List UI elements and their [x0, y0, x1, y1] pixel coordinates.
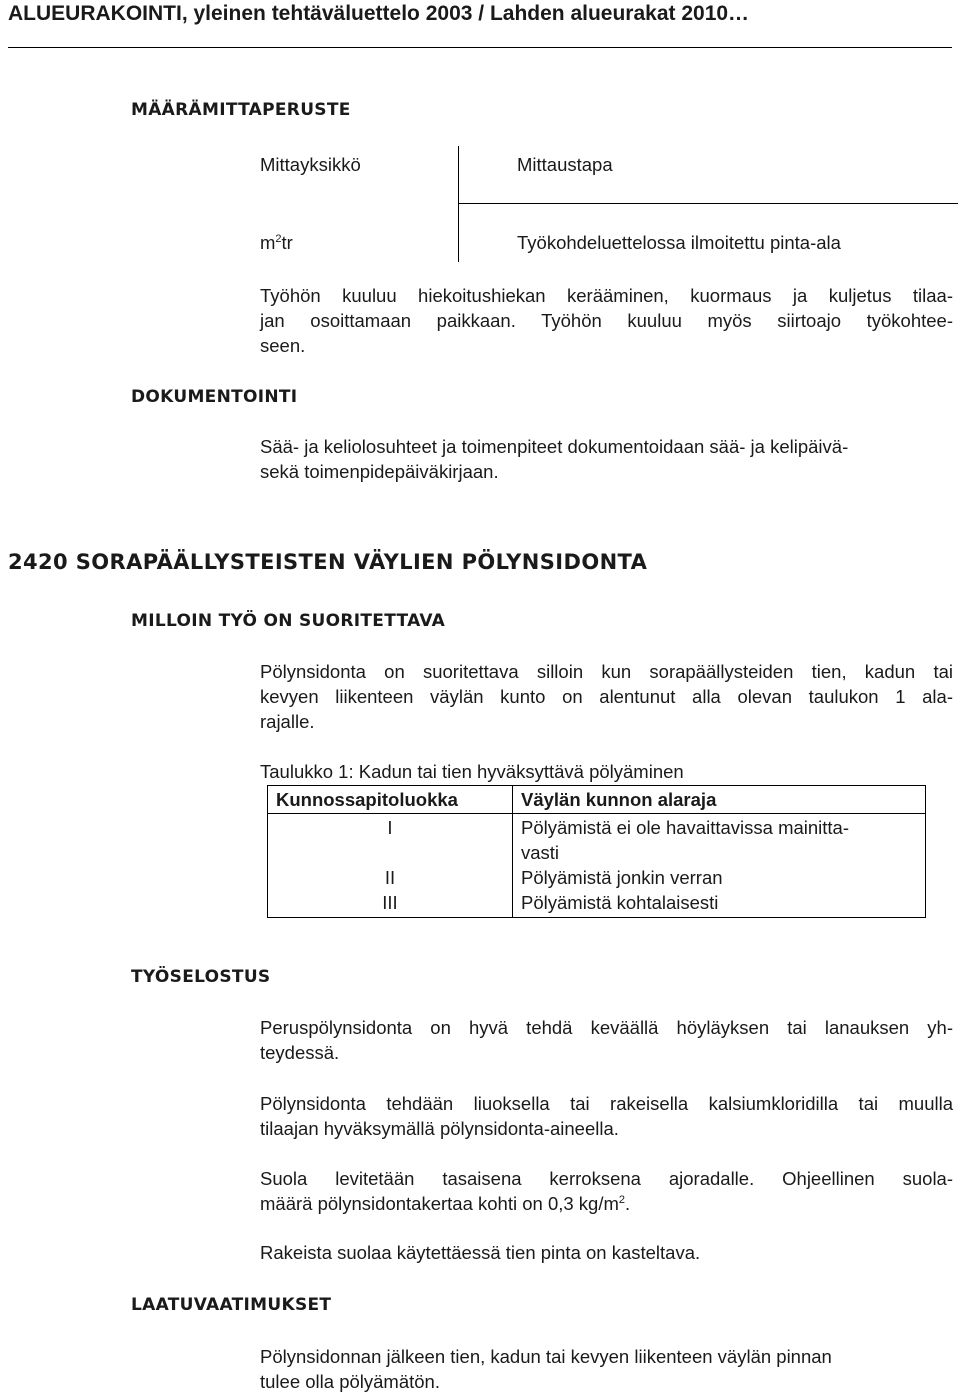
unit-value: $m^2tr$: [260, 232, 293, 253]
documentation-line: Sää- ja keliolosuhteet ja toimenpiteet dokumentoidaan sää- ja kelipäivä-: [260, 436, 849, 457]
table-header-limit: Väylän kunnon alaraja: [513, 786, 926, 814]
work-heading: TYÖSELOSTUS: [131, 967, 271, 987]
work-line: Peruspölynsidonta on hyvä tehdä keväällä höyläyksen tai lanauksen yh-: [260, 1017, 953, 1038]
documentation-heading: DOKUMENTOINTI: [131, 387, 298, 407]
when-line: rajalle.: [260, 711, 315, 732]
unit-column-header: Mittayksikkö: [260, 154, 361, 175]
quality-heading: LAATUVAATIMUKSET: [131, 1295, 332, 1315]
work-line: Suola levitetään tasaisena kerroksena ajoradalle. Ohjeellinen suola-: [260, 1168, 953, 1189]
measurement-note: [260, 283, 953, 358]
work-line: tilaajan hyväksymällä pölynsidonta-aineella.: [260, 1118, 619, 1139]
table-header-class: Kunnossapitoluokka: [268, 786, 513, 814]
when-heading: MILLOIN TYÖ ON SUORITETTAVA: [131, 611, 446, 631]
method-column-header: Mittaustapa: [517, 154, 613, 175]
when-text: [260, 659, 953, 734]
when-line: kevyen liikenteen väylän kunto on alentunut alla olevan taulukon 1 ala-: [260, 686, 953, 707]
work-paragraph-3: [260, 1166, 953, 1216]
section-title: 2420 SORAPÄÄLLYSTEISTEN VÄYLIEN PÖLYNSIDONTA: [8, 550, 648, 574]
work-paragraph-4: Rakeista suolaa käytettäessä tien pinta on kasteltava.: [260, 1242, 701, 1263]
table-cell-class: III: [268, 890, 513, 918]
quality-line: Pölynsidonnan jälkeen tien, kadun tai kevyen liikenteen väylän pinnan: [260, 1346, 832, 1367]
work-line: Pölynsidonta tehdään liuoksella tai rakeisella kalsiumkloridilla tai muulla: [260, 1093, 953, 1114]
measurement-table-horizontal-rule: [458, 203, 958, 204]
measurement-heading: MÄÄRÄMITTAPERUSTE: [131, 100, 351, 120]
page-header-title: ALUEURAKOINTI, yleinen tehtäväluettelo 2003 / Lahden alueurakat 2010…: [8, 2, 750, 25]
table-cell-class: I: [268, 814, 513, 866]
table-row: [268, 865, 926, 890]
table-cell-desc: Pölyämistä kohtalaisesti: [513, 890, 926, 918]
table-cell-desc-line: vasti: [521, 842, 560, 863]
header-rule: [8, 47, 952, 48]
work-line: määrä pölynsidontakertaa kohti on 0,3 $kg/m^2$.: [260, 1193, 631, 1214]
table-cell-class: II: [268, 865, 513, 890]
dust-table: [267, 785, 926, 918]
table-row: [268, 890, 926, 918]
measurement-table-vertical-rule: [458, 146, 459, 262]
quality-line: tulee olla pölyämätön.: [260, 1371, 440, 1392]
measurement-note-line: Työhön kuuluu hiekoitushiekan kerääminen, kuormaus ja kuljetus tilaa-: [260, 285, 953, 306]
when-line: Pölynsidonta on suoritettava silloin kun sorapäällysteiden tien, kadun tai: [260, 661, 953, 682]
table-caption: Taulukko 1: Kadun tai tien hyväksyttävä pölyäminen: [260, 761, 684, 782]
work-line: teydessä.: [260, 1042, 340, 1063]
documentation-text: [260, 434, 848, 484]
documentation-line: sekä toimenpidepäiväkirjaan.: [260, 461, 499, 482]
measurement-note-line: seen.: [260, 335, 306, 356]
table-header-row: [268, 786, 926, 814]
work-paragraph-2: [260, 1091, 953, 1141]
measurement-note-line: jan osoittamaan paikkaan. Työhön kuuluu myös siirtoajo työkohtee-: [260, 310, 953, 331]
quality-text: [260, 1344, 832, 1394]
work-paragraph-1: [260, 1015, 953, 1065]
table-row: [268, 814, 926, 866]
table-cell-desc: Pölyämistä jonkin verran: [513, 865, 926, 890]
table-cell-desc-line: Pölyämistä ei ole havaittavissa mainitta-: [521, 817, 850, 838]
dust-table-wrapper: [267, 785, 926, 918]
table-cell-desc: [513, 814, 926, 866]
method-value: Työkohdeluettelossa ilmoitettu pinta-ala: [517, 232, 841, 253]
